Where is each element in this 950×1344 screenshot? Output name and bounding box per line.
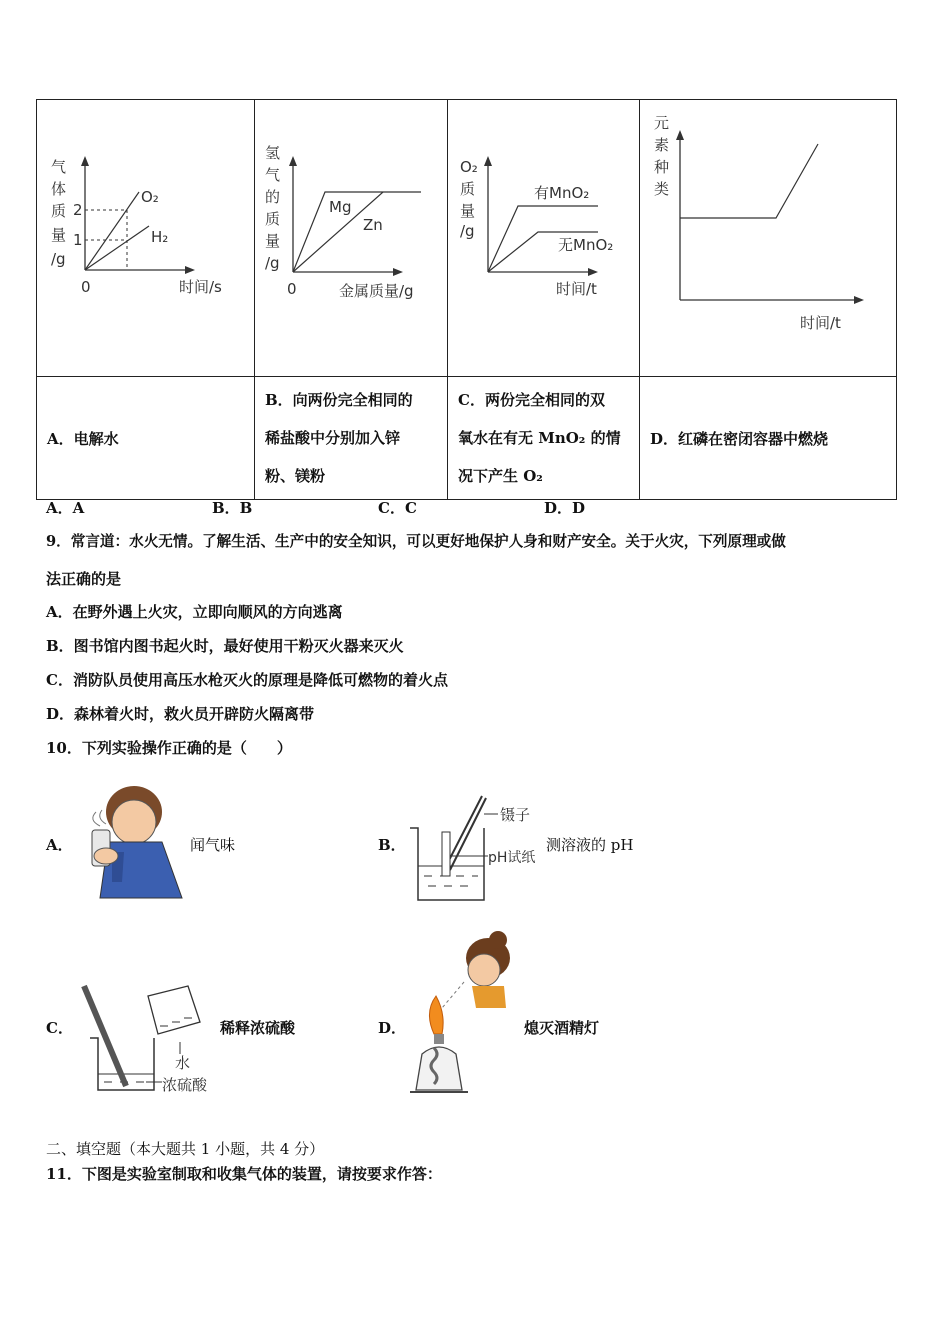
tweezers-b	[450, 798, 486, 870]
q9-stem-line1: 9．常言道：水火无情。了解生活、生产中的安全知识，可以更好地保护人身和财产安全。关于火灾，下列原理或做	[46, 533, 786, 550]
caption-c-line: C．两份完全相同的双	[458, 391, 605, 409]
chart-c-cell	[448, 100, 640, 377]
chart-catalyst	[448, 100, 640, 372]
chart-b-ylabel-3: 质	[265, 210, 281, 228]
chart-c-ylabel-2: 量	[460, 202, 476, 220]
chart-b-label-mg: Mg	[329, 198, 352, 216]
chart-d-ylabel-3: 类	[654, 180, 670, 198]
caption-c-cell	[448, 377, 640, 500]
chart-a-tick-2: 2	[73, 201, 83, 219]
chart-d-line	[680, 144, 818, 218]
q10-option-b-letter[interactable]: B．	[378, 836, 406, 854]
chart-d-cell	[640, 100, 897, 377]
chart-b-ylabel-4: 量	[265, 232, 281, 250]
q9-option-b[interactable]: B．图书馆内图书起火时，最好使用干粉灭火器来灭火	[46, 637, 404, 655]
wick	[434, 1034, 444, 1044]
q9-option-c[interactable]: C．消防队员使用高压水枪灭火的原理是降低可燃物的着火点	[46, 671, 448, 689]
q10-option-b-text: 测溶液的 pH	[546, 836, 634, 854]
label-ph-paper: pH试纸	[488, 850, 536, 866]
chart-a-ylabel-3: 量	[51, 226, 67, 244]
chart-b-ylabel-2: 的	[265, 188, 281, 206]
girl-shirt	[472, 986, 506, 1008]
chart-phosphorus	[640, 100, 897, 372]
label-conc-acid: 浓硫酸	[162, 1076, 208, 1094]
chart-c-ylabel-3: /g	[460, 222, 475, 240]
boy-face	[112, 800, 156, 844]
ph-paper	[442, 832, 450, 876]
chart-b-label-zn: Zn	[363, 216, 383, 234]
chart-a-line-o2	[85, 192, 139, 270]
label-water: 水	[175, 1054, 191, 1072]
chart-d-xlabel: 时间/t	[800, 314, 841, 332]
chart-electrolysis	[37, 100, 255, 372]
caption-d-cell	[640, 377, 897, 500]
chart-a-y-arrow	[81, 156, 89, 166]
label-tweezers: 镊子	[500, 806, 531, 824]
chart-a-ylabel-4: /g	[51, 250, 66, 268]
girl-face	[468, 954, 500, 986]
q10-option-c-text: 稀释浓硫酸	[220, 1019, 296, 1037]
chart-b-ylabel-0: 氢	[265, 144, 281, 162]
chart-b-y-arrow	[289, 156, 297, 166]
caption-b-cell	[255, 377, 448, 500]
dilution-illustration	[80, 982, 220, 1096]
q8-option-a[interactable]: A．A	[46, 499, 85, 517]
q8-table	[36, 99, 897, 500]
chart-b-cell	[255, 100, 448, 377]
chart-b-line-mg	[293, 192, 421, 272]
caption-b-line: 稀盐酸中分别加入锌	[265, 429, 401, 447]
boy-hand	[94, 848, 118, 864]
chart-metal-acid	[255, 100, 448, 372]
q9-option-d[interactable]: D．森林着火时，救火员开辟防火隔离带	[46, 705, 315, 723]
chart-d-ylabel-1: 素	[654, 136, 670, 154]
q10-option-d-text: 熄灭酒精灯	[524, 1019, 600, 1037]
q10-option-a-text: 闻气味	[190, 836, 236, 854]
q8-option-c[interactable]: C．C	[378, 499, 417, 517]
alcohol-lamp-illustration	[406, 930, 526, 1096]
chart-b-ylabel-1: 气	[265, 166, 281, 184]
chart-c-xlabel: 时间/t	[556, 280, 597, 298]
glass-rod	[84, 986, 126, 1086]
chart-d-x-arrow	[854, 296, 864, 304]
liquid-hatch	[424, 876, 478, 886]
caption-c	[448, 377, 639, 495]
q8-option-d[interactable]: D．D	[544, 499, 586, 517]
chart-a-ylabel-0: 气	[51, 158, 67, 176]
chart-c-x-arrow	[588, 268, 598, 276]
chart-b-xlabel: 金属质量/g	[339, 282, 414, 300]
q10-option-c-letter[interactable]: C．	[46, 1019, 73, 1037]
chart-d-ylabel-2: 种	[654, 158, 670, 176]
ph-test-illustration	[406, 792, 546, 904]
chart-c-ylabel-0: O₂	[460, 158, 478, 176]
section2-heading: 二、填空题（本大题共 1 小题，共 4 分）	[46, 1140, 325, 1158]
q10-stem: 10．下列实验操作正确的是（ ）	[46, 739, 292, 757]
chart-d-y-arrow	[676, 130, 684, 140]
breath-line	[442, 982, 464, 1008]
chart-a-label-o2: O₂	[141, 188, 159, 206]
chart-a-tick-1: 1	[73, 231, 83, 249]
caption-b-line: B．向两份完全相同的	[265, 391, 413, 409]
flame	[429, 996, 443, 1034]
girl-bun	[489, 931, 507, 949]
caption-c-line: 况下产生 O₂	[458, 467, 543, 485]
chart-a-label-h2: H₂	[151, 228, 169, 246]
q11-stem: 11．下图是实验室制取和收集气体的装置，请按要求作答：	[46, 1165, 442, 1183]
chart-a-cell	[37, 100, 255, 377]
caption-c-line: 氧水在有无 MnO₂ 的情	[458, 429, 621, 447]
caption-a: A．电解水	[47, 429, 119, 448]
chart-a-ylabel-1: 体	[51, 180, 67, 198]
chart-b-origin: 0	[287, 280, 297, 298]
q10-option-d-letter[interactable]: D．	[378, 1019, 407, 1037]
q9-option-a[interactable]: A．在野外遇上火灾，立即向顺风的方向逃离	[46, 603, 343, 621]
chart-a-origin: 0	[81, 278, 91, 296]
caption-a-cell	[37, 377, 255, 500]
caption-b-line: 粉、镁粉	[265, 467, 326, 485]
chart-c-y-arrow	[484, 156, 492, 166]
q8-option-b[interactable]: B．B	[212, 499, 253, 517]
q10-option-a-letter[interactable]: A．	[46, 836, 73, 854]
chart-a-ylabel-2: 质	[51, 202, 67, 220]
caption-d: D．红磷在密闭容器中燃烧	[650, 429, 829, 448]
caption-b	[255, 377, 447, 495]
q9-stem-line2: 法正确的是	[46, 570, 122, 588]
chart-b-ylabel-5: /g	[265, 254, 280, 272]
chart-a-x-arrow	[185, 266, 195, 274]
vapor	[93, 810, 106, 826]
chart-a-xlabel: 时间/s	[179, 278, 222, 296]
smelling-boy-illustration	[78, 782, 190, 900]
chart-a-line-h2	[85, 226, 149, 270]
chart-c-label-with: 有MnO₂	[534, 184, 590, 202]
chart-b-x-arrow	[393, 268, 403, 276]
chart-d-ylabel-0: 元	[654, 114, 670, 132]
lamp-body	[416, 1047, 462, 1090]
pouring-beaker	[148, 986, 200, 1034]
chart-c-ylabel-1: 质	[460, 180, 476, 198]
chart-c-label-without: 无MnO₂	[558, 236, 614, 254]
